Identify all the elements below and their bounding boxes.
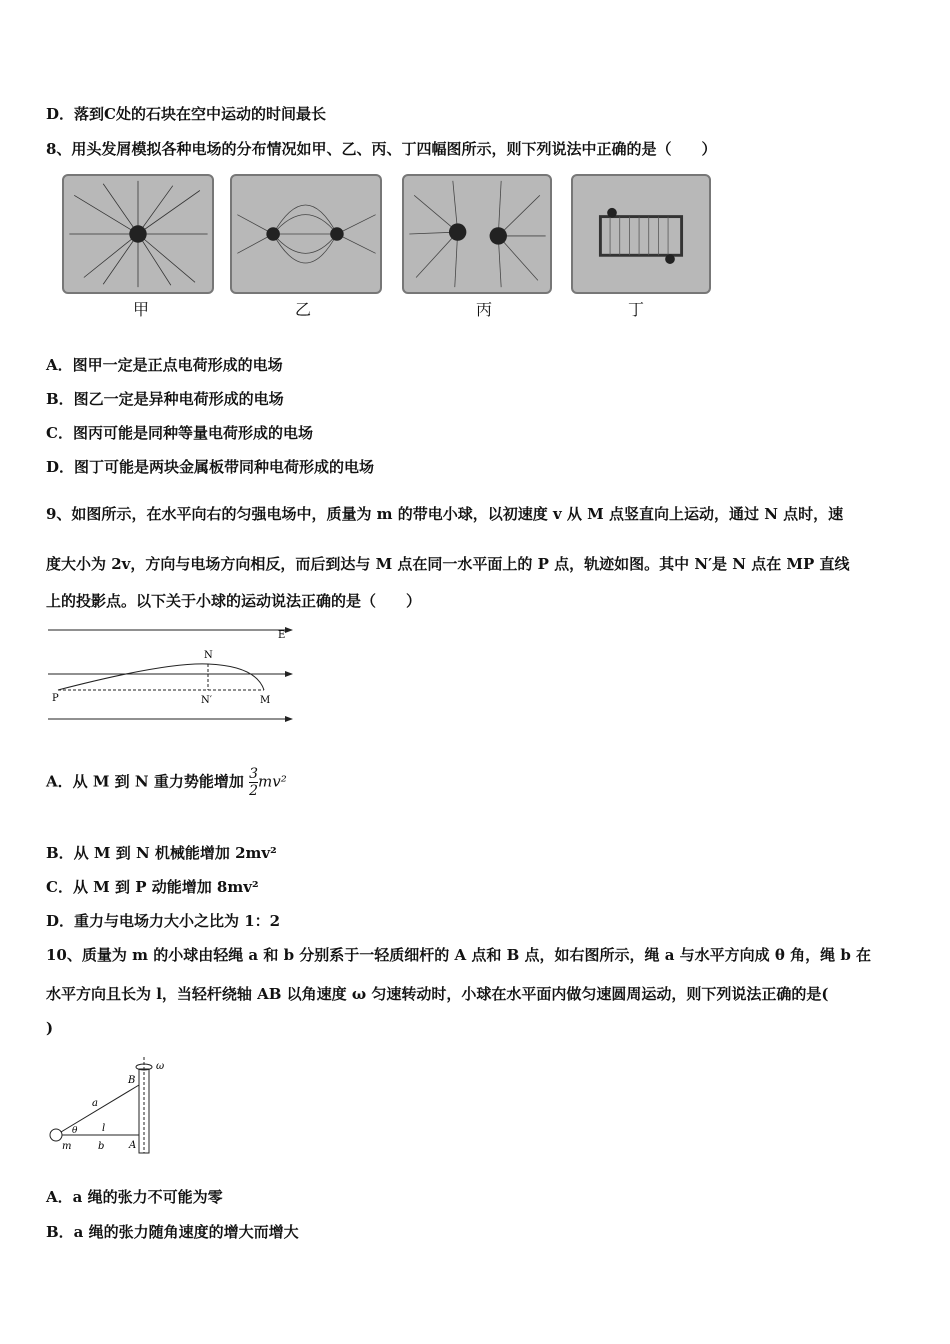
photo-jia: [62, 174, 214, 294]
label-b-point: B: [128, 1075, 136, 1086]
rope-a: [56, 1085, 139, 1135]
q10-stem-line2: 水平方向且长为 l，当轻杆绕轴 AB 以角速度 ω 匀速转动时，小球在水平面内做匀速圆周运动，则下列说法正确的是(: [46, 985, 829, 1003]
q9-option-b: B．从 M 到 N 机械能增加 2mv²: [46, 844, 277, 862]
photo-bing: [402, 174, 552, 294]
label-a-point: A: [129, 1140, 137, 1151]
q9-stem-line3: 上的投影点。以下关于小球的运动说法正确的是（ ）: [46, 592, 422, 610]
label-p: P: [52, 693, 59, 704]
trajectory-curve: [58, 664, 264, 690]
q10-option-a: A．a 绳的张力不可能为零: [46, 1188, 223, 1206]
q10-rod-figure: [46, 1055, 176, 1155]
q8-option-d: D．图丁可能是两块金属板带同种电荷形成的电场: [46, 458, 375, 476]
q9-option-a-tail: mv²: [258, 772, 287, 791]
label-n: N: [204, 650, 213, 661]
label-length: l: [102, 1123, 106, 1134]
ball: [50, 1129, 62, 1141]
label-omega: ω: [156, 1061, 165, 1072]
caption-bing: 丙: [476, 300, 493, 319]
q9-stem-line2: 度大小为 2v，方向与电场方向相反，而后到达与 M 点在同一水平面上的 P 点，轨迹如图。其中 N′是 N 点在 MP 直线: [46, 555, 850, 573]
fraction-three-halves: [249, 766, 258, 799]
q7-option-d: D．落到C处的石块在空中运动的时间最长: [46, 105, 326, 123]
q9-option-a-text: A．从 M 到 N 重力势能增加: [46, 772, 244, 791]
q8-option-a: A．图甲一定是正点电荷形成的电场: [46, 356, 283, 374]
q8-option-c: C．图丙可能是同种等量电荷形成的电场: [46, 424, 313, 442]
caption-jia: 甲: [133, 300, 150, 319]
caption-ding: 丁: [628, 300, 645, 319]
label-mass: m: [62, 1141, 72, 1152]
fraction-denominator: 2: [249, 783, 258, 799]
caption-yi: 乙: [295, 300, 312, 319]
q10-stem-line1: 10、质量为 m 的小球由轻绳 a 和 b 分别系于一轻质细杆的 A 点和 B 点，如右图所示，绳 a 与水平方向成 θ 角，绳 b 在: [46, 946, 872, 964]
q8-option-b: B．图乙一定是异种电荷形成的电场: [46, 390, 284, 408]
photo-ding: [571, 174, 711, 294]
q9-option-a: [46, 766, 287, 799]
q10-stem-line3: ): [46, 1019, 54, 1037]
label-theta: θ: [72, 1126, 78, 1136]
label-e: E: [278, 630, 286, 641]
q9-trajectory-figure: [46, 622, 300, 728]
q8-stem: 8、用头发屑模拟各种电场的分布情况如甲、乙、丙、丁四幅图所示，则下列说法中正确的是（ ）: [46, 140, 717, 158]
label-rope-b: b: [98, 1141, 105, 1152]
rod: [139, 1069, 149, 1153]
q10-option-b: B．a 绳的张力随角速度的增大而增大: [46, 1223, 299, 1241]
label-n-prime: N′: [201, 695, 213, 706]
q9-stem-line1: 9、如图所示，在水平向右的匀强电场中，质量为 m 的带电小球，以初速度 v 从 M 点竖直向上运动，通过 N 点时，速: [46, 505, 844, 523]
fraction-numerator: 3: [249, 766, 258, 782]
label-rope-a: a: [92, 1098, 98, 1109]
photo-yi: [230, 174, 382, 294]
q9-option-d: D．重力与电场力大小之比为 1：2: [46, 912, 281, 930]
label-m: M: [260, 695, 271, 706]
q9-option-c: C．从 M 到 P 动能增加 8mv²: [46, 878, 259, 896]
